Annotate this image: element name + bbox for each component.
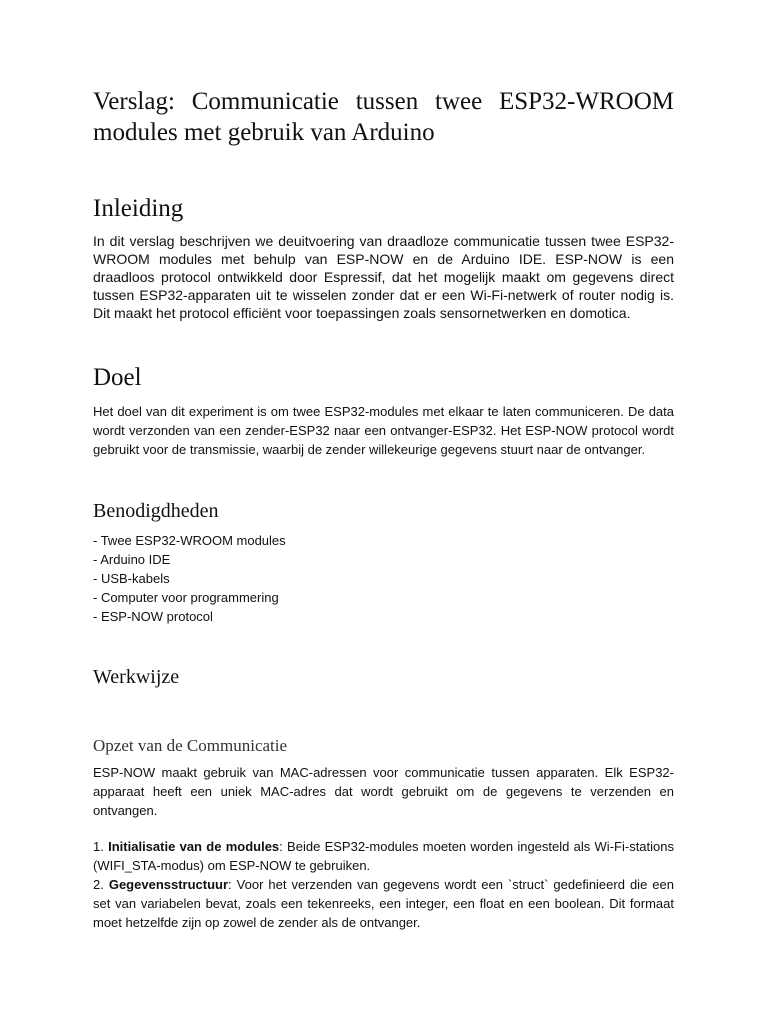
- list-item: - ESP-NOW protocol: [93, 609, 213, 624]
- title-line-1: Verslag: Communicatie tussen twee ESP32-WROOM: [93, 88, 674, 115]
- title-line-2: modules met gebruik van Arduino: [93, 119, 435, 146]
- inleiding-paragraph: In dit verslag beschrijven we deuitvoering van draadloze communicatie tussen twee ESP32-WROOM modules met behulp van ESP-NOW en de Arduino IDE. ESP-NOW is een draadloos protocol ontwikkeld door Espressif, dat het mogelijk maakt om gegevens direct tussen ESP32-apparaten uit te wisselen zonder dat er een Wi-Fi-netwerk of router nodig is. Dit maakt het protocol efficiënt voor toepassingen zoals sensornetwerken en domotica.: [93, 233, 674, 321]
- heading-werkwijze: Werkwijze: [93, 666, 180, 688]
- step-text: : Beide ESP32-modules moeten worden ingesteld als Wi-Fi-stations (WIFI_STA-modus) om ESP-NOW te gebruiken.: [93, 839, 674, 873]
- list-item: - Arduino IDE: [93, 552, 171, 567]
- list-item: - USB-kabels: [93, 571, 170, 586]
- opzet-paragraph: ESP-NOW maakt gebruik van MAC-adressen voor communicatie tussen apparaten. Elk ESP32-apparaat heeft een uniek MAC-adres dat wordt gebruikt om de gegevens te verzenden en ontvangen.: [93, 765, 674, 818]
- step-number: 1.: [93, 839, 104, 854]
- heading-doel: Doel: [93, 364, 142, 391]
- benodigdheden-list: [93, 531, 286, 626]
- heading-inleiding: Inleiding: [93, 195, 184, 222]
- document-title: [93, 86, 674, 148]
- heading-opzet: Opzet van de Communicatie: [93, 736, 288, 755]
- step-label: Gegevensstructuur: [108, 877, 229, 892]
- step-label: Initialisatie van de modules: [108, 839, 280, 854]
- step-number: 2.: [93, 877, 104, 892]
- step-item: [93, 875, 674, 932]
- heading-benodigdheden: Benodigdheden: [93, 500, 219, 522]
- step-text: : Voor het verzenden van gegevens wordt een `struct` gedefinieerd die een set van variabelen bevat, zoals een tekenreeks, een integer, een float en een boolean. Dit formaat moet hetzelfde zijn op zowel de zender als de ontvanger.: [93, 877, 674, 930]
- list-item: - Computer voor programmering: [93, 590, 279, 605]
- step-item: [93, 837, 674, 875]
- list-item: - Twee ESP32-WROOM modules: [93, 533, 286, 548]
- doel-paragraph: Het doel van dit experiment is om twee ESP32-modules met elkaar te laten communiceren. De data wordt verzonden van een zender-ESP32 naar een ontvanger-ESP32. Het ESP-NOW protocol wordt gebruikt voor de transmissie, waarbij de zender willekeurige gegevens stuurt naar de ontvanger.: [93, 404, 674, 457]
- steps-list: [93, 837, 674, 932]
